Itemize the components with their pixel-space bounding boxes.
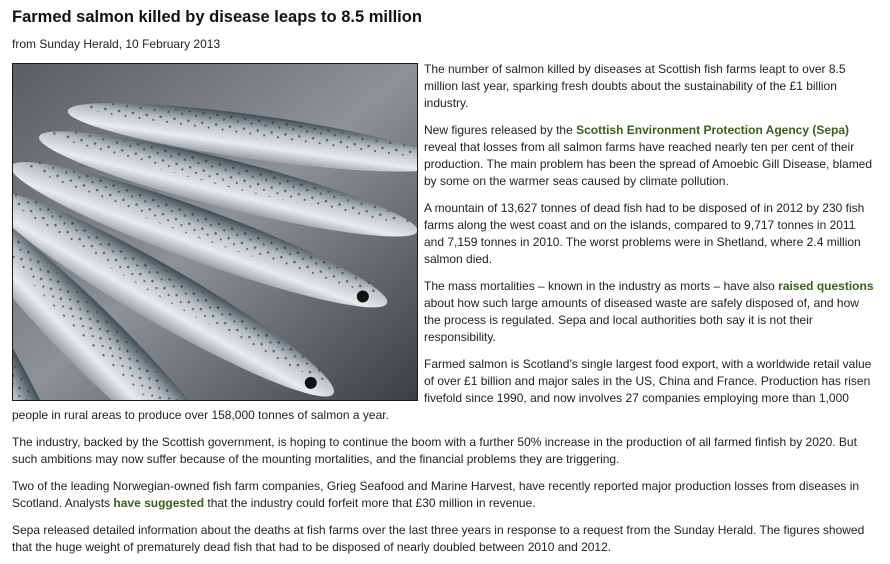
paragraph-6: The industry, backed by the Scottish government, is hoping to continue the boom with a further 50% increase in the production of all farmed finfish by 2020. But such ambitions may now suffer because of the mounting mortalities, and the financial problems they are triggering. — [12, 435, 857, 466]
salmon-photo-icon — [13, 64, 417, 400]
article-byline: from Sunday Herald, 10 February 2013 — [12, 37, 221, 51]
salmon-photo — [12, 63, 418, 401]
paragraph-5: Farmed salmon is Scotland’s single largest food export, with a worldwide retail value of over £1 billion and major sales in the US, China and France. Production has risen fivefold since 1990, and now involves 27 companies employing more than 1,000 people in rural areas to produce over 158,000 tonnes of salmon a year. — [12, 357, 872, 422]
paragraph-7: Two of the leading Norwegian-owned fish farm companies, Grieg Seafood and Marine Harvest, have recently reported major production losses from diseases in Scotland. Analysts have suggested that the industry could forfeit more that £30 million in revenue. — [12, 479, 860, 510]
article-title: Farmed salmon killed by disease leaps to 8.5 million — [12, 8, 422, 26]
raised-questions-link[interactable]: raised questions — [778, 279, 874, 293]
have-suggested-link[interactable]: have suggested — [113, 496, 205, 510]
paragraph-2: New figures released by the Scottish Environment Protection Agency (Sepa) reveal that losses from all salmon farms have reached nearly ten per cent of their production. The main problem has been the spread of Amoebic Gill Disease, blamed by some on the warmer seas caused by climate pollution. — [424, 123, 873, 188]
paragraph-1: The number of salmon killed by diseases at Scottish fish farms leapt to over 8.5 million last year, sparking fresh doubts about the sustainability of the £1 billion industry. — [424, 62, 846, 110]
paragraph-4: The mass mortalities – known in the industry as morts – have also raised questions about how such large amounts of diseased waste are safely disposed of, and how the process is regulated. Sepa and local authorities both say it is not their responsibility. — [424, 279, 874, 344]
paragraph-3: A mountain of 13,627 tonnes of dead fish had to be disposed of in 2012 by 230 fish farms along the west coast and on the islands, compared to 9,717 tonnes in 2011 and 7,159 tonnes in 2010. The worst problems were in Shetland, where 2.4 million salmon died. — [424, 201, 865, 266]
sepa-link[interactable]: Scottish Environment Protection Agency (Sepa) — [576, 123, 850, 137]
paragraph-8: Sepa released detailed information about the deaths at fish farms over the last three years in response to a request from the Sunday Herald. The figures showed that the huge weight of prematurely dead fish that had to be disposed of nearly doubled between 2010 and 2012. — [12, 523, 865, 554]
